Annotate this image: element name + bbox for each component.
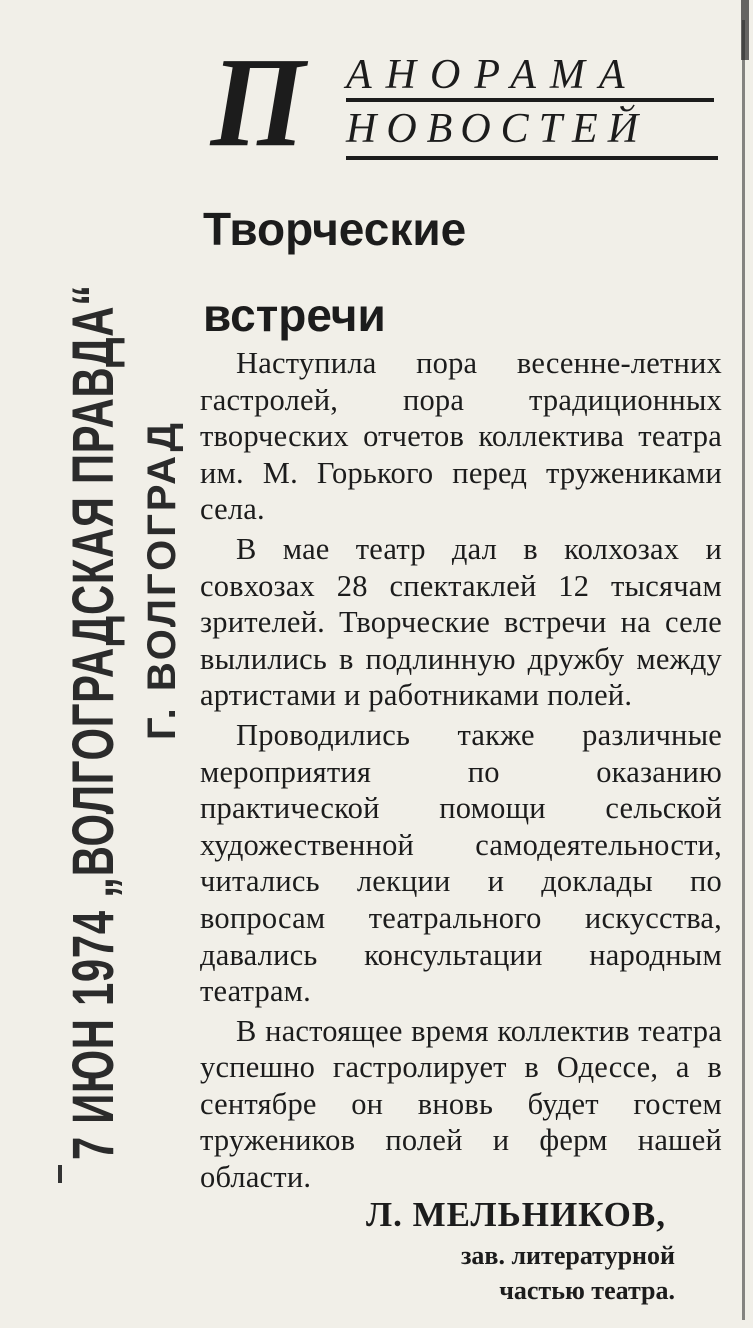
paragraph: Наступила пора весенне-летних гастролей, пора традиционных творческих отчетов коллектива театра им. М. Горького перед тружениками села. bbox=[200, 346, 722, 527]
position-line1: зав. литературной bbox=[460, 1241, 675, 1270]
article-title-line2: встречи bbox=[203, 289, 386, 341]
position-line2: частью театра. bbox=[499, 1276, 675, 1305]
dash-mark bbox=[58, 1165, 62, 1183]
article-body bbox=[200, 345, 722, 1199]
header-rule-bottom bbox=[346, 156, 718, 160]
paragraph: В настоящее время коллектив театра успешно гастролирует в Одессе, а в сентябре он вновь будет гостем тружеников полей и ферм нашей области. bbox=[200, 1013, 722, 1195]
article-title-line1: Творческие bbox=[203, 203, 467, 255]
section-header bbox=[206, 31, 718, 173]
author-name: Л. МЕЛЬНИКОВ, bbox=[366, 1195, 666, 1234]
header-initial: П bbox=[210, 31, 306, 173]
author-position bbox=[461, 1238, 675, 1308]
paragraph: В мае театр дал в колхозах и совхозах 28 спектаклей 12 тысячам зрителей. Творческие встречи на селе вылились в подлинную дружбу между артистами и работниками полей. bbox=[200, 531, 722, 713]
paragraph: Проводились также различные мероприятия по оказанию практической помощи сельской художественной самодеятельности, читались лекции и доклады по вопросам театрального искусства, давались консультации народным театрам. bbox=[200, 717, 722, 1009]
page-edge-right bbox=[742, 20, 745, 1320]
header-line1: АНОРАМА bbox=[346, 52, 639, 98]
header-rule-top bbox=[346, 98, 714, 102]
date-stamp: 7 ИЮН 1974 „ВОЛГОГРАДСКАЯ ПРАВДА“ bbox=[61, 284, 126, 1160]
header-line2: НОВОСТЕЙ bbox=[346, 106, 649, 152]
city-stamp: Г. ВОЛГОГРАД bbox=[140, 420, 184, 740]
